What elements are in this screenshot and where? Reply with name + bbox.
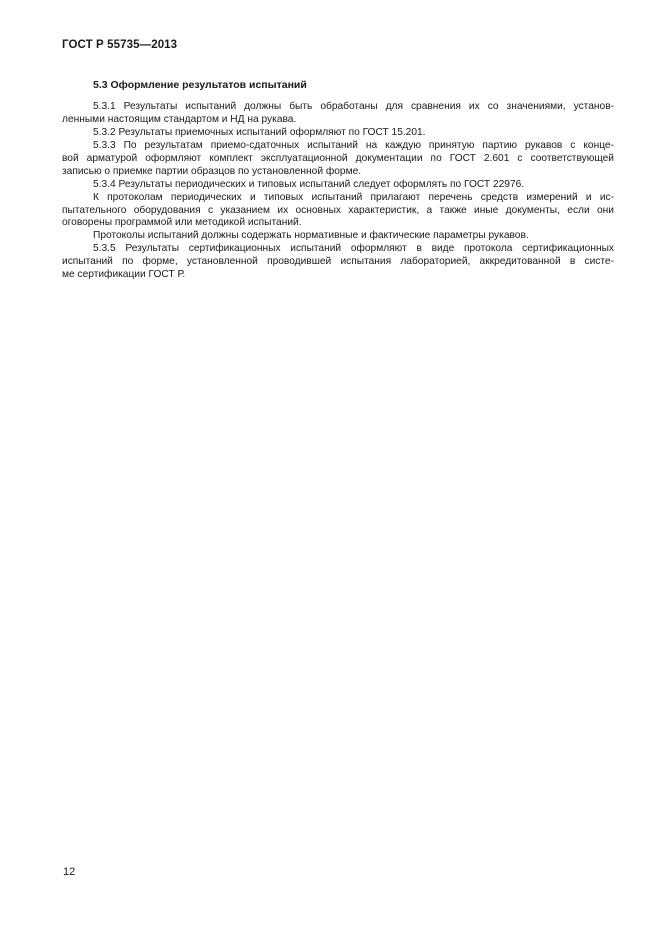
text-line: записью о приемке партии образцов по установленной форме. [62, 165, 362, 177]
section-heading: 5.3 Оформление результатов испытаний [93, 79, 307, 91]
text-line: 5.3.5 Результаты сертификационных испытаний оформляют в виде протокола сертификационных [93, 243, 614, 255]
text-line: 5.3.3 По результатам приемо-сдаточных испытаний на каждую принятую партию рукавов с конце- [93, 139, 614, 151]
text-line: вой арматурой оформляют комплект эксплуатационной документации по ГОСТ 2.601 с соответствующей [62, 152, 614, 164]
text-line: ме сертификации ГОСТ Р. [62, 269, 186, 281]
text-line: 5.3.1 Результаты испытаний должны быть обработаны для сравнения их со значениями, установ- [93, 101, 614, 112]
text-line: К протоколам периодических и типовых испытаний прилагают перечень средств измерений и ис- [93, 191, 614, 203]
text-line: Протоколы испытаний должны содержать нормативные и фактические параметры рукавов. [93, 230, 529, 242]
page-number: 12 [63, 866, 76, 878]
text-line: 5.3.4 Результаты периодических и типовых испытаний следует оформлять по ГОСТ 22976. [93, 178, 525, 190]
text-line: оговорены программой или методикой испытаний. [62, 217, 302, 229]
body-text [62, 101, 614, 282]
text-line: пытательного оборудования с указанием их основных характеристик, а также иные документы, если они [62, 204, 614, 216]
running-header: ГОСТ Р 55735—2013 [62, 39, 178, 51]
text-line: испытаний по форме, установленной проводившей испытания лабораторией, аккредитованной в систе- [62, 256, 614, 268]
text-line: 5.3.2 Результаты приемочных испытаний оформляют по ГОСТ 15.201. [93, 126, 426, 138]
text-line: ленными настоящим стандартом и НД на рукава. [62, 113, 297, 125]
